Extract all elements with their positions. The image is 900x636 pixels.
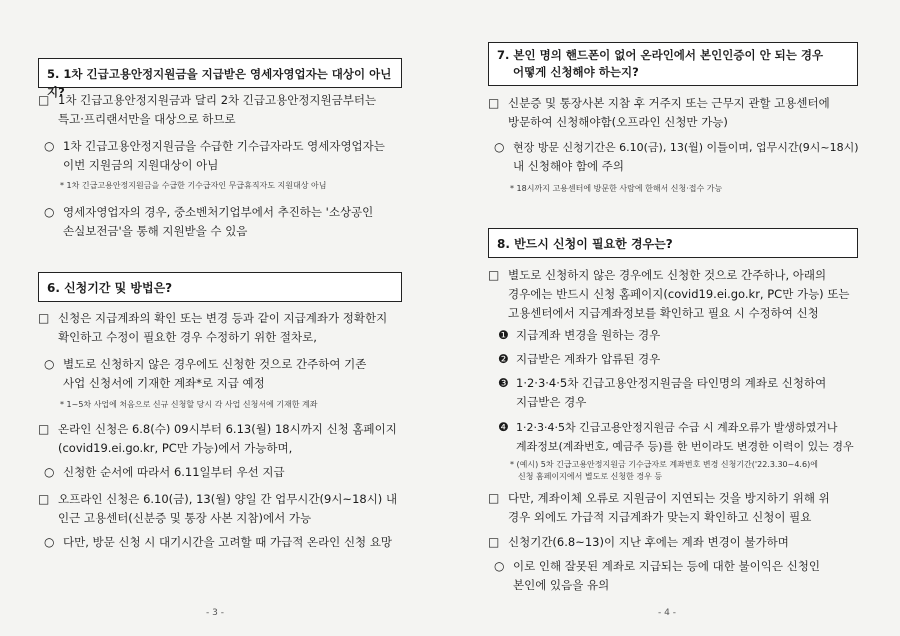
s6-p2: 온라인 신청은 6.8(수) 09시부터 6.13(월) 18시까지 신청 홈페이지 — [58, 422, 397, 436]
square-bullet: □ — [488, 535, 500, 549]
square-bullet: □ — [488, 491, 500, 505]
circle-bullet: ○ — [494, 140, 505, 154]
s5-p1b: 특고·프리랜서만을 대상으로 하므로 — [58, 112, 236, 126]
number-1-badge: ❶ — [498, 328, 509, 342]
s8-n3b: 지급받은 경우 — [516, 395, 587, 409]
section-5-title-box — [38, 58, 402, 99]
s8-p1c: 고용센터에서 지급계좌정보를 확인하고 필요 시 수정하여 신청 — [508, 306, 819, 320]
section-5-title: 5. 1차 긴급고용안정지원금을 지급받은 영세자영업자는 대상이 아닌지? — [47, 67, 392, 99]
s7-o1: 현장 방문 신청기간은 6.10(금), 13(월) 이틀이며, 업무시간(9시~18시) — [513, 141, 859, 154]
number-4-badge: ❹ — [498, 420, 509, 434]
circle-bullet: ○ — [494, 559, 505, 573]
square-bullet: □ — [488, 96, 500, 110]
circle-bullet: ○ — [44, 465, 55, 479]
s5-p1: 1차 긴급고용안정지원금과 달리 2차 긴급고용안정지원금부터는 — [58, 93, 377, 107]
s5-o2b: 손실보전금'을 통해 지원받을 수 있음 — [63, 224, 248, 238]
circle-bullet: ○ — [44, 535, 55, 549]
circle-bullet: ○ — [44, 205, 55, 219]
circle-bullet: ○ — [44, 139, 55, 153]
square-bullet: □ — [38, 311, 50, 325]
s8-n4: 1·2·3·4·5차 긴급고용안정지원금 수급 시 계좌오류가 발생하였거나 — [516, 421, 838, 434]
s6-p1: 신청은 지급계좌의 확인 또는 변경 등과 같이 지급계좌가 정확한지 — [58, 311, 388, 325]
s8-p2: 다만, 계좌이체 오류로 지원금이 지연되는 것을 방지하기 위해 위 — [508, 491, 830, 505]
s8-p2b: 경우 외에도 가급적 지급계좌가 맞는지 확인하고 신청이 필요 — [508, 510, 812, 524]
s8-p3: 신청기간(6.8~13)이 지난 후에는 계좌 변경이 불가하며 — [508, 535, 789, 549]
s6-note: * 1~5차 사업에 처음으로 신규 신청할 당시 각 사업 신청서에 기재한 계좌 — [60, 400, 318, 409]
section-7-title: 7. 본인 명의 핸드폰이 없어 온라인에서 본인인증이 안 되는 경우 — [497, 48, 824, 62]
s6-o1b: 사업 신청서에 기재한 계좌*로 지급 예정 — [63, 376, 265, 390]
s6-p1b: 확인하고 수정이 필요한 경우 수정하기 위한 절차로, — [58, 330, 317, 344]
square-bullet: □ — [38, 422, 50, 436]
s7-p1: 신분증 및 통장사본 지참 후 거주지 또는 근무지 관할 고용센터에 — [508, 96, 830, 110]
s8-p1b: 경우에는 반드시 신청 홈페이지(covid19.ei.go.kr, PC만 가능) 또는 — [508, 287, 850, 301]
s5-o2: 영세자영업자의 경우, 중소벤처기업부에서 추진하는 '소상공인 — [63, 205, 374, 219]
s6-o3: 다만, 방문 신청 시 대기시간을 고려할 때 가급적 온라인 신청 요망 — [63, 535, 393, 549]
s8-n2: 지급받은 계좌가 압류된 경우 — [516, 352, 661, 366]
s6-o2: 신청한 순서에 따라서 6.11일부터 우선 지급 — [63, 465, 285, 479]
section-6-title: 6. 신청기간 및 방법은? — [47, 281, 173, 295]
section-7-title-box — [488, 42, 858, 86]
number-2-badge: ❷ — [498, 352, 509, 366]
s5-o1: 1차 긴급고용안정지원금을 수급한 기수급자라도 영세자영업자는 — [63, 139, 385, 153]
section-8-title: 8. 반드시 신청이 필요한 경우는? — [497, 237, 673, 251]
s8-n1: 지급계좌 변경을 원하는 경우 — [516, 328, 661, 342]
s8-note-b: 신청 홈페이지에서 별도로 신청한 경우 등 — [518, 472, 663, 481]
section-6-title-box — [38, 272, 402, 302]
s8-p1: 별도로 신청하지 않은 경우에도 신청한 것으로 간주하나, 아래의 — [508, 268, 827, 282]
s8-n4b: 계좌정보(계좌번호, 예금주 등)를 한 번이라도 변경한 이력이 있는 경우 — [516, 440, 854, 453]
section-8-title-box — [488, 228, 858, 258]
s8-o1b: 본인에 있음을 유의 — [513, 578, 610, 592]
s7-p1b: 방문하여 신청해야함(오프라인 신청만 가능) — [508, 115, 728, 129]
s5-o1b: 이번 지원금의 지원대상이 아님 — [63, 158, 219, 172]
s6-p3b: 인근 고용센터(신분증 및 통장 사본 지참)에서 가능 — [58, 511, 312, 525]
s7-o1b: 내 신청해야 함에 주의 — [513, 159, 624, 173]
s7-note: * 18시까지 고용센터에 방문한 사람에 한해서 신청·접수 가능 — [510, 184, 723, 193]
s5-note: * 1차 긴급고용안정지원금을 수급한 기수급자인 무급휴직자도 지원대상 아님 — [60, 181, 327, 190]
page-number: - 3 - — [206, 608, 224, 618]
page-number: - 4 - — [658, 608, 676, 618]
square-bullet: □ — [488, 268, 500, 282]
s6-p2b: (covid19.ei.go.kr, PC만 가능)에서 가능하며, — [58, 441, 293, 455]
number-3-badge: ❸ — [498, 376, 509, 390]
s6-o1: 별도로 신청하지 않은 경우에도 신청한 것으로 간주하여 기존 — [63, 357, 367, 371]
s8-n3: 1·2·3·4·5차 긴급고용안정지원금을 타인명의 계좌로 신청하여 — [516, 376, 827, 390]
square-bullet: □ — [38, 492, 50, 506]
square-bullet: □ — [38, 93, 50, 107]
s8-note: * (예시) 5차 긴급고용안정지원금 기수급자로 계좌번호 변경 신청기간('22.3.30~4.6)에 — [510, 460, 818, 469]
s6-p3: 오프라인 신청은 6.10(금), 13(월) 양일 간 업무시간(9시~18시) 내 — [58, 492, 398, 506]
page-right — [450, 0, 900, 636]
s8-o1: 이로 인해 잘못된 계좌로 지급되는 등에 대한 불이익은 신청인 — [513, 559, 820, 573]
section-7-title-line2: 어떻게 신청해야 하는지? — [513, 65, 639, 79]
circle-bullet: ○ — [44, 357, 55, 371]
